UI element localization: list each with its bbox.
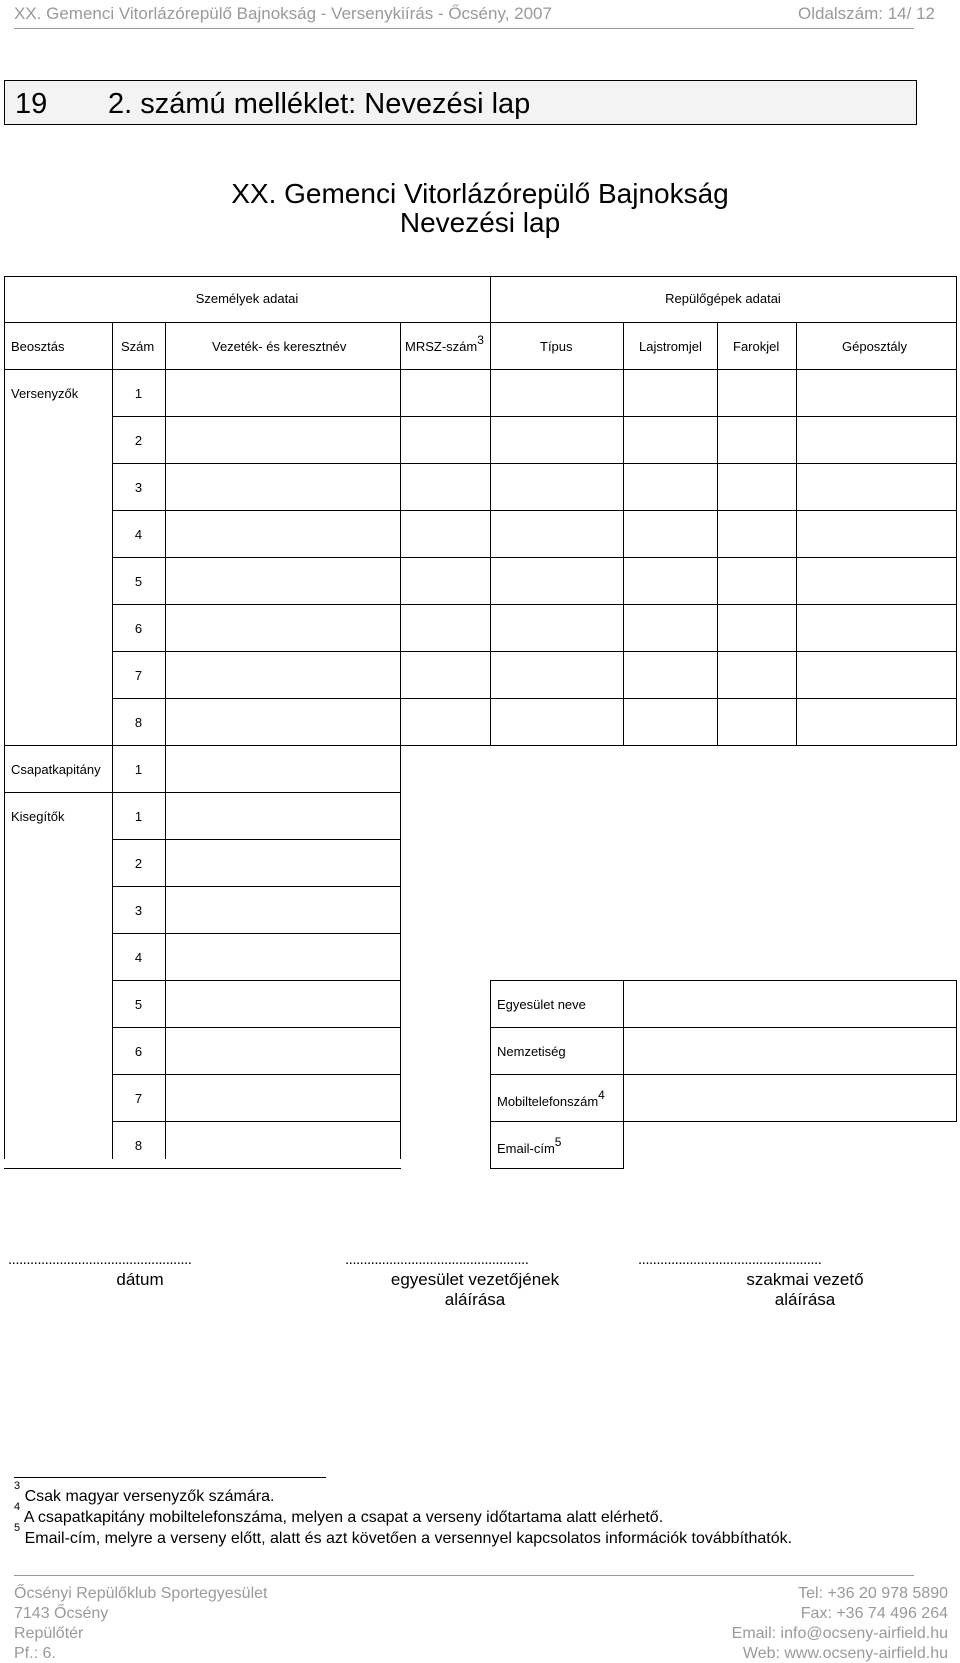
- mobile-field[interactable]: [624, 1075, 956, 1121]
- footnote-ref: 3: [477, 333, 484, 347]
- club-leader-dots: ..................................................: [345, 1251, 529, 1268]
- footnote-rule: [14, 1477, 326, 1478]
- group-header-aircraft: Repülőgépek adatai: [665, 291, 781, 306]
- footer-pobox: Pf.: 6.: [14, 1645, 56, 1662]
- helpers-label: Kisegítők: [11, 809, 65, 824]
- column-header: Géposztály: [842, 339, 908, 354]
- row-number: 2: [134, 856, 143, 871]
- footer-city: 7143 Őcsény: [14, 1605, 109, 1622]
- section-title: 2. számú melléklet: Nevezési lap: [108, 88, 531, 120]
- row-number: 6: [134, 1044, 143, 1059]
- footnote: $^3$ Csak magyar versenyzők számára.: [14, 1480, 275, 1505]
- nationality-field[interactable]: [624, 1028, 956, 1074]
- row-number: 3: [134, 480, 143, 495]
- competitors-label: Versenyzők: [11, 386, 79, 401]
- form-title: XX. Gemenci Vitorlázórepülő Bajnokság: [231, 178, 729, 209]
- footnote: $^4$ A csapatkapitány mobiltelefonszáma, melyen a csapat a verseny időtartama alatt elérhető.: [14, 1501, 664, 1526]
- row-number: 4: [134, 527, 143, 542]
- row-number: 6: [134, 621, 143, 636]
- row-number: 3: [134, 903, 143, 918]
- column-header: Farokjel: [733, 339, 780, 354]
- competitor-name-field[interactable]: [166, 370, 400, 416]
- row-number: 5: [134, 997, 143, 1012]
- footnote-ref: 4: [598, 1088, 605, 1102]
- section-number: 19: [15, 88, 48, 120]
- footer-phone: Tel: +36 20 978 5890: [798, 1585, 948, 1602]
- group-header-persons: Személyek adatai: [195, 291, 299, 306]
- row-number: 1: [134, 809, 143, 824]
- column-header: Vezeték- és keresztnév: [212, 339, 347, 354]
- column-header: Szám: [121, 339, 155, 354]
- club-leader-signature-label: egyesület vezetőjének: [390, 1270, 560, 1289]
- footer-fax: Fax: +36 74 496 264: [800, 1605, 948, 1622]
- header-rule: [14, 28, 914, 29]
- row-number: 4: [134, 950, 143, 965]
- footnote: $^5$ Email-cím, melyre a verseny előtt, alatt és azt követően a versennyel kapcsolatos információk továbbíthatók.: [14, 1522, 793, 1547]
- row-number: 8: [134, 715, 143, 730]
- club-name-label: Egyesület neve: [497, 997, 586, 1012]
- footer-web[interactable]: Web: www.ocseny-airfield.hu: [742, 1645, 948, 1662]
- row-number: 8: [134, 1138, 143, 1153]
- captain-label: Csapatkapitány: [11, 762, 101, 777]
- row-number: 5: [134, 574, 143, 589]
- form-subtitle: Nevezési lap: [399, 207, 561, 238]
- club-leader-signature-label-2: aláírása: [444, 1290, 506, 1309]
- footer-address: Repülőtér: [14, 1625, 84, 1642]
- document-header-title: XX. Gemenci Vitorlázórepülő Bajnokság - Versenykiírás - Őcsény, 2007: [14, 4, 552, 23]
- club-name-field[interactable]: [624, 981, 956, 1027]
- section-heading-box: [4, 80, 917, 125]
- column-header: Lajstromjel: [639, 339, 702, 354]
- nationality-label: Nemzetiség: [497, 1044, 566, 1059]
- footer-email[interactable]: Email: info@ocseny-airfield.hu: [731, 1625, 948, 1642]
- row-number: 7: [134, 1091, 143, 1106]
- date-label: dátum: [116, 1270, 164, 1289]
- tech-leader-dots: ..................................................: [638, 1251, 822, 1268]
- footnote-ref: 5: [554, 1135, 562, 1149]
- row-number: 1: [134, 762, 143, 777]
- row-number: 1: [134, 386, 143, 401]
- column-header: Típus: [540, 339, 573, 354]
- tech-leader-signature-label-2: aláírása: [774, 1290, 836, 1309]
- email-label: Email-cím$^5$: [497, 1135, 562, 1156]
- page-number: Oldalszám: 14/ 12: [797, 4, 935, 23]
- date-dots: ..................................................: [8, 1251, 192, 1268]
- mobile-label: Mobiltelefonszám$^4$: [497, 1088, 605, 1109]
- footer-rule: [14, 1575, 914, 1576]
- tech-leader-signature-label: szakmai vezető: [746, 1270, 864, 1289]
- footer-org: Őcsényi Repülőklub Sportegyesület: [14, 1585, 268, 1602]
- row-number: 2: [134, 433, 143, 448]
- column-header: MRSZ-szám$^3$: [405, 333, 484, 354]
- column-header: Beosztás: [11, 339, 65, 354]
- row-number: 7: [134, 668, 143, 683]
